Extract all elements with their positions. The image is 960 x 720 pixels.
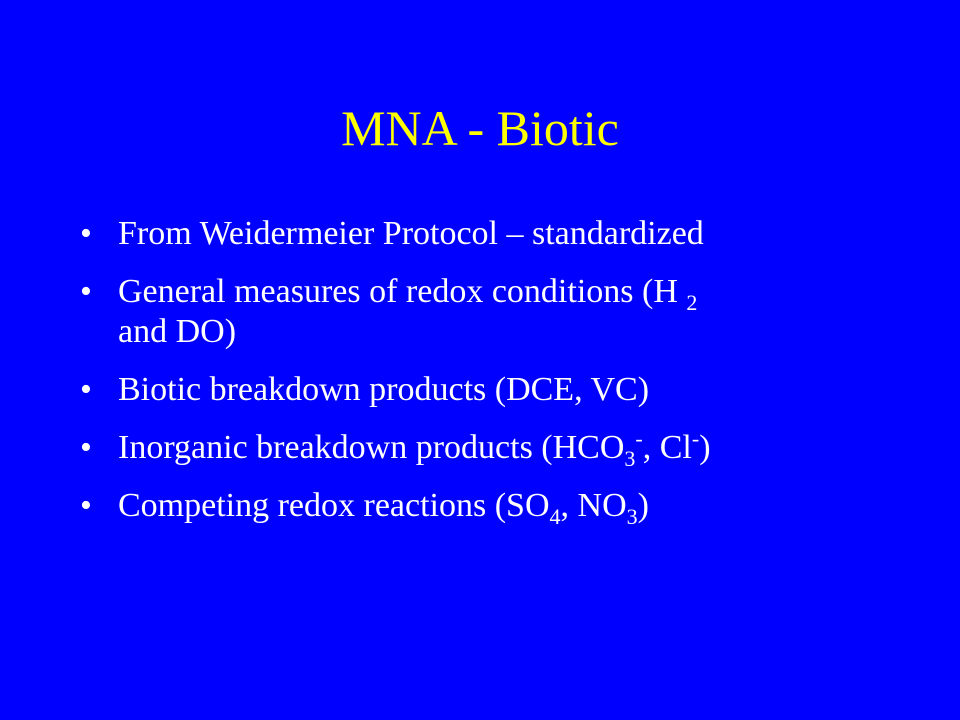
subscript-4: 4 [549,504,561,529]
bullet-item-weidermeier-protocol [80,214,900,254]
bullet-text-close-paren: ) [699,429,711,466]
superscript-minus: - [635,426,643,451]
bullet-item-biotic-breakdown [80,370,900,410]
bullet-marker: • [80,429,92,466]
subscript-3: 3 [626,504,638,529]
subscript-3: 3 [624,446,636,471]
bullet-text-chloride: , Cl [642,429,692,466]
bullet-text: Inorganic breakdown products (HCO [118,429,625,466]
bullet-text: General measures of redox conditions (H [118,273,687,310]
bullet-marker: • [80,487,92,524]
bullet-text: From Weidermeier Protocol – standardized [118,215,704,252]
bullet-marker: • [80,371,92,408]
bullet-text: Competing redox reactions (SO [118,487,550,524]
bullet-item-competing-redox [80,486,900,529]
bullet-text-nitrate: , NO [560,487,627,524]
bullet-marker: • [80,215,92,252]
bullet-item-redox-measures [80,272,900,352]
bullet-list [80,214,900,544]
bullet-text-continuation: and DO) [118,313,237,350]
bullet-text-close-paren: ) [637,487,649,524]
superscript-minus: - [691,426,700,451]
bullet-text: Biotic breakdown products (DCE, VC) [118,371,650,408]
slide-title: MNA - Biotic [341,100,619,156]
bullet-item-inorganic-breakdown [80,426,900,471]
bullet-marker: • [80,273,92,310]
subscript-2: 2 [686,290,698,315]
